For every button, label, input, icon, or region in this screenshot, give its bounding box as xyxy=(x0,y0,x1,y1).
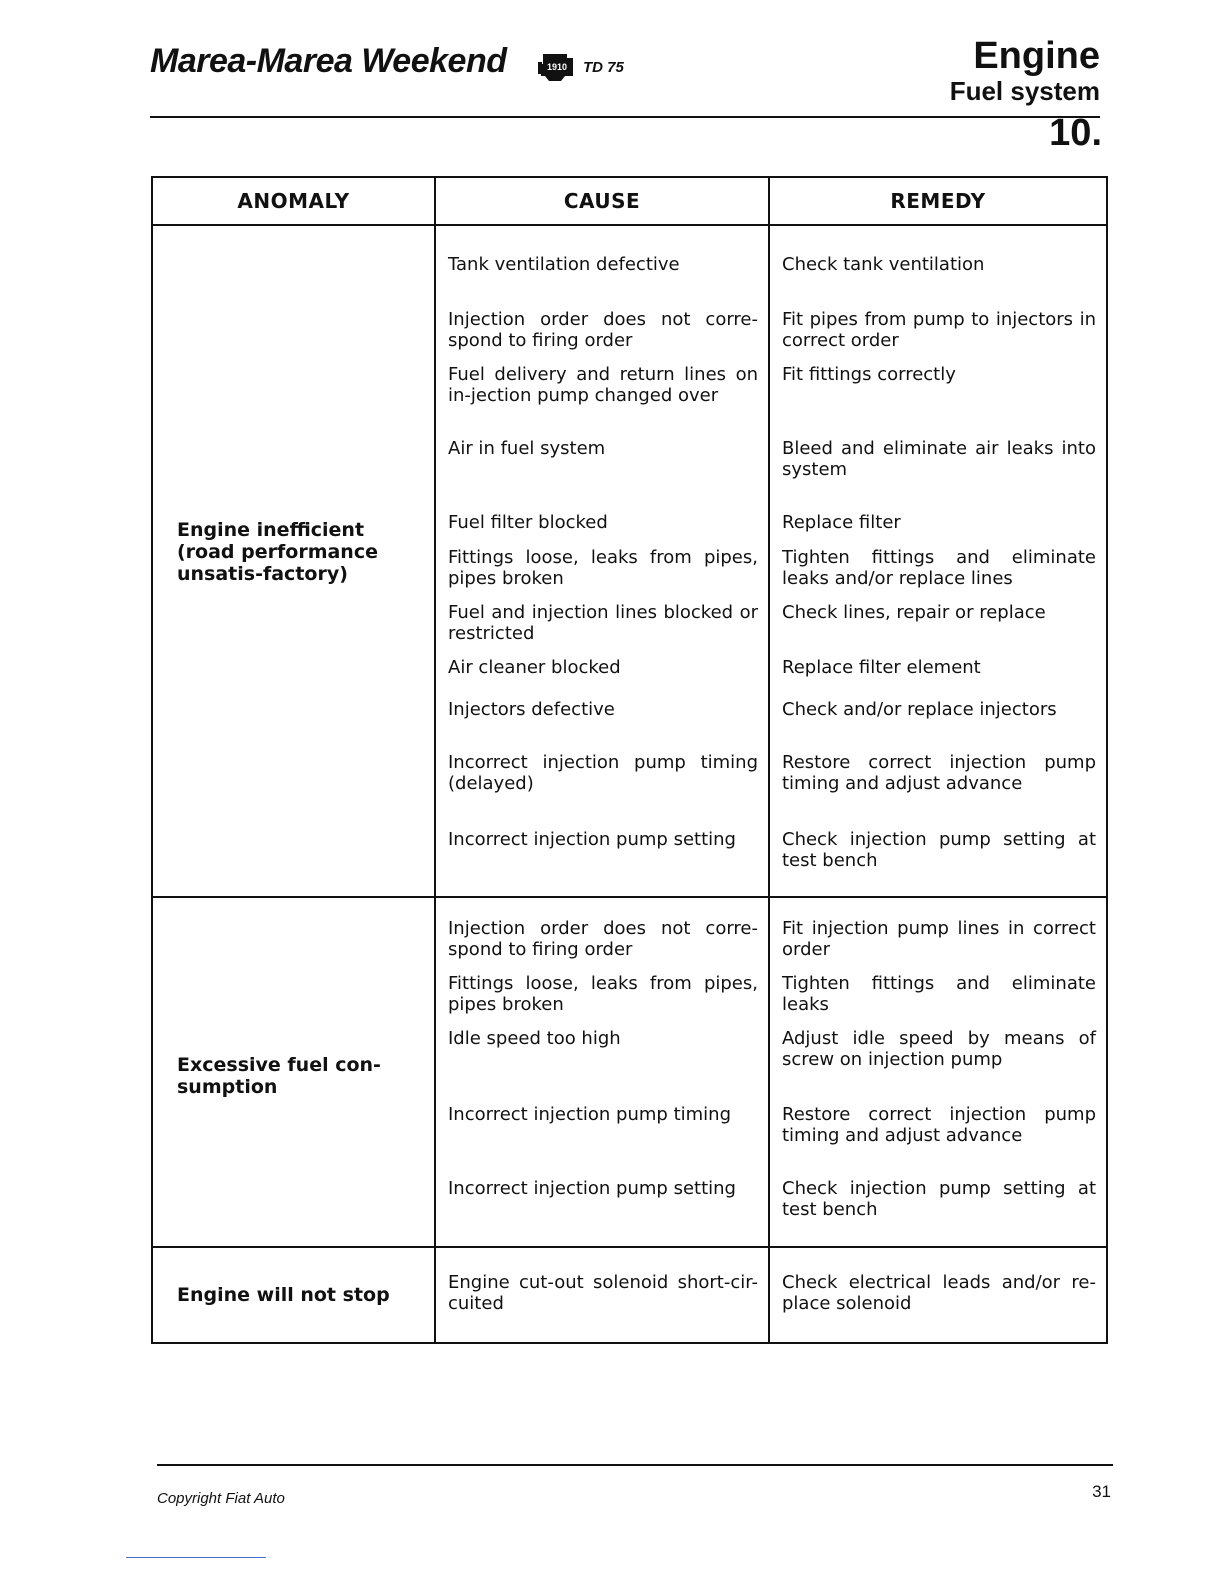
anomaly-text: Engine will not stop xyxy=(177,1284,390,1306)
cause-text: Air in fuel system xyxy=(448,438,606,459)
remedy-text: Tighten fittings and eliminate leaks and/or replace lines xyxy=(782,547,1096,589)
footer-divider xyxy=(157,1464,1113,1466)
cause-cell xyxy=(435,1247,769,1343)
column-header-anomaly: ANOMALY xyxy=(152,177,435,225)
cause-text: Incorrect injection pump setting xyxy=(448,1178,736,1199)
anomaly-cell xyxy=(152,225,435,897)
anomaly-cell xyxy=(152,897,435,1247)
remedy-cell xyxy=(769,897,1107,1247)
section-number: 10. xyxy=(1049,112,1102,154)
table-header-row xyxy=(152,177,1107,225)
table-row xyxy=(152,897,1107,1247)
cause-text: Engine cut-out solenoid short-cir-cuited xyxy=(448,1272,758,1314)
anomaly-text: Engine inefficient (road performance unsatis-factory) xyxy=(177,519,378,585)
table-row xyxy=(152,1247,1107,1343)
remedy-text: Check tank ventilation xyxy=(782,254,985,275)
cause-text: Injection order does not corre-spond to firing order xyxy=(448,309,758,351)
cause-text: Fuel delivery and return lines on in-jection pump changed over xyxy=(448,364,758,406)
table-row xyxy=(152,225,1107,897)
remedy-text: Tighten fittings and eliminate leaks xyxy=(782,973,1096,1015)
remedy-text: Replace filter element xyxy=(782,657,981,678)
column-header-remedy: REMEDY xyxy=(769,177,1107,225)
anomaly-text: Excessive fuel con-sumption xyxy=(177,1054,381,1098)
cause-text: Tank ventilation defective xyxy=(448,254,680,275)
cause-text: Fittings loose, leaks from pipes, pipes broken xyxy=(448,547,758,589)
remedy-text: Check electrical leads and/or re-place solenoid xyxy=(782,1272,1096,1314)
header-divider xyxy=(150,116,1100,118)
cause-text: Fuel and injection lines blocked or restricted xyxy=(448,602,758,644)
remedy-text: Check lines, repair or replace xyxy=(782,602,1046,623)
remedy-text: Restore correct injection pump timing and adjust advance xyxy=(782,752,1096,794)
section-heading xyxy=(950,36,1100,106)
remedy-text: Check and/or replace injectors xyxy=(782,699,1057,720)
cause-cell xyxy=(435,225,769,897)
remedy-text: Replace filter xyxy=(782,512,901,533)
remedy-text: Check injection pump setting at test bench xyxy=(782,829,1096,871)
cause-cell xyxy=(435,897,769,1247)
engine-code: TD 75 xyxy=(583,59,624,76)
remedy-cell xyxy=(769,225,1107,897)
remedy-text: Adjust idle speed by means of screw on injection pump xyxy=(782,1028,1096,1070)
anomaly-cell xyxy=(152,1247,435,1343)
cause-text: Incorrect injection pump setting xyxy=(448,829,736,850)
subsection-title: Fuel system xyxy=(949,76,1100,106)
remedy-cell xyxy=(769,1247,1107,1343)
section-title: Engine xyxy=(973,35,1100,77)
cause-text: Air cleaner blocked xyxy=(448,657,621,678)
remedy-text: Restore correct injection pump timing and adjust advance xyxy=(782,1104,1096,1146)
cause-text: Injectors defective xyxy=(448,699,615,720)
remedy-text: Fit injection pump lines in correct order xyxy=(782,918,1096,960)
cause-text: Incorrect injection pump timing xyxy=(448,1104,731,1125)
engine-badge-icon xyxy=(537,50,577,82)
cause-text: Idle speed too high xyxy=(448,1028,621,1049)
remedy-text: Fit fittings correctly xyxy=(782,364,956,385)
remedy-text: Fit pipes from pump to injectors in correct order xyxy=(782,309,1096,351)
model-title: Marea-Marea Weekend xyxy=(150,42,507,80)
cause-text: Incorrect injection pump timing (delayed) xyxy=(448,752,758,794)
engine-badge-label: 1910 xyxy=(546,62,568,72)
cause-text: Injection order does not corre-spond to firing order xyxy=(448,918,758,960)
column-header-cause: CAUSE xyxy=(435,177,769,225)
remedy-text: Bleed and eliminate air leaks into system xyxy=(782,438,1096,480)
troubleshooting-table xyxy=(151,176,1108,1344)
page-link-underline xyxy=(126,1557,266,1558)
cause-text: Fittings loose, leaks from pipes, pipes broken xyxy=(448,973,758,1015)
remedy-text: Check injection pump setting at test bench xyxy=(782,1178,1096,1220)
page-number: 31 xyxy=(1092,1482,1111,1501)
cause-text: Fuel filter blocked xyxy=(448,512,608,533)
copyright: Copyright Fiat Auto xyxy=(157,1490,285,1507)
